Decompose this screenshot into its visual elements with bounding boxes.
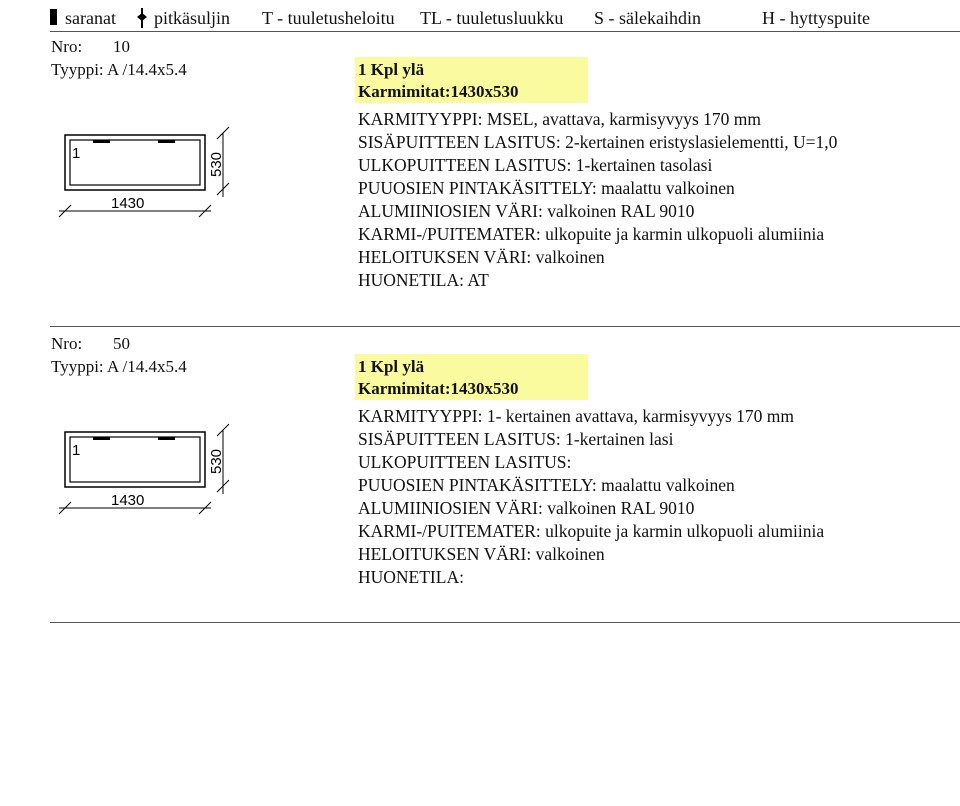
- entry-number: [51, 333, 130, 354]
- spec-list: [358, 108, 837, 292]
- hinge-mark-left: [93, 140, 110, 143]
- legend-handle: [136, 6, 230, 30]
- spec-wood-finish: PUUOSIEN PINTAKÄSITTELY: maalattu valkoinen: [358, 475, 735, 495]
- spec-outer-glazing: ULKOPUITTEEN LASITUS:: [358, 452, 572, 472]
- type-value: A /14.4x5.4: [106, 357, 187, 376]
- sash-outline: [70, 140, 200, 185]
- height-dim: 530: [208, 448, 225, 474]
- spec-inner-glazing: SISÄPUITTEEN LASITUS: 2-kertainen eristyslasielementti, U=1,0: [358, 132, 838, 152]
- frame-outline: [65, 432, 205, 487]
- entry-number: [51, 36, 130, 57]
- legend-tl: TL - tuuletusluukku: [420, 8, 564, 28]
- legend-t: T - tuuletusheloitu: [262, 8, 395, 28]
- top-rule: [50, 31, 960, 32]
- symbol-legend: [50, 6, 960, 32]
- spec-room: HUONETILA: AT: [358, 270, 489, 290]
- width-dim: 1430: [111, 195, 145, 212]
- hinge-icon: [50, 9, 57, 25]
- type-value: A /14.4x5.4: [106, 60, 187, 79]
- nro-label: Nro:: [51, 334, 83, 353]
- entry-divider: [50, 326, 960, 327]
- legend-h: H - hyttyspuite: [762, 8, 870, 28]
- hinge-mark-right: [158, 140, 175, 143]
- spec-outer-glazing: ULKOPUITTEEN LASITUS: 1-kertainen tasolasi: [358, 155, 713, 175]
- sash-outline: [70, 437, 200, 482]
- type-label: Tyyppi:: [51, 60, 104, 79]
- legend-hinge: [50, 6, 116, 30]
- type-label: Tyyppi:: [51, 357, 104, 376]
- spec-hardware-color: HELOITUKSEN VÄRI: valkoinen: [358, 247, 605, 267]
- spec-wood-finish: PUUOSIEN PINTAKÄSITTELY: maalattu valkoinen: [358, 178, 735, 198]
- hinge-mark-right: [158, 437, 175, 440]
- spec-room: HUONETILA:: [358, 567, 464, 587]
- height-dim: 530: [208, 151, 225, 177]
- spec-frame-type: KARMITYYPPI: MSEL, avattava, karmisyvyys 170 mm: [358, 109, 761, 129]
- nro-label: Nro:: [51, 37, 83, 56]
- legend-s: S - sälekaihdin: [594, 8, 701, 28]
- spec-frame-type: KARMITYYPPI: 1- kertainen avattava, karmisyvyys 170 mm: [358, 406, 794, 426]
- quantity-text: 1 Kpl ylä: [358, 60, 425, 79]
- sash-number: 1: [72, 442, 81, 459]
- spec-hardware-color: HELOITUKSEN VÄRI: valkoinen: [358, 544, 605, 564]
- quantity-text: 1 Kpl ylä: [358, 357, 425, 376]
- frame-dimensions: Karmimitat:1430x530: [358, 82, 519, 101]
- spec-material: KARMI-/PUITEMATER: ulkopuite ja karmin ulkopuoli alumiinia: [358, 224, 825, 244]
- spec-material: KARMI-/PUITEMATER: ulkopuite ja karmin ulkopuoli alumiinia: [358, 521, 825, 541]
- spec-list: [358, 405, 824, 589]
- quantity-highlight: [355, 57, 588, 103]
- frame-dimensions: Karmimitat:1430x530: [358, 379, 519, 398]
- legend-handle-label: pitkäsuljin: [154, 8, 230, 28]
- sash-number: 1: [72, 145, 81, 162]
- window-drawing: [55, 422, 245, 522]
- spec-inner-glazing: SISÄPUITTEEN LASITUS: 1-kertainen lasi: [358, 429, 674, 449]
- legend-hinge-label: saranat: [65, 8, 116, 28]
- entry-type: [51, 59, 187, 80]
- entry-type: [51, 356, 187, 377]
- spec-aluminium-color: ALUMIINIOSIEN VÄRI: valkoinen RAL 9010: [358, 498, 695, 518]
- quantity-highlight: [355, 354, 588, 400]
- handle-icon: [136, 8, 148, 28]
- frame-outline: [65, 135, 205, 190]
- nro-value: 10: [113, 37, 130, 56]
- hinge-mark-left: [93, 437, 110, 440]
- width-dim: 1430: [111, 492, 145, 509]
- window-drawing: [55, 125, 245, 225]
- bottom-rule: [50, 622, 960, 623]
- spec-aluminium-color: ALUMIINIOSIEN VÄRI: valkoinen RAL 9010: [358, 201, 695, 221]
- nro-value: 50: [113, 334, 130, 353]
